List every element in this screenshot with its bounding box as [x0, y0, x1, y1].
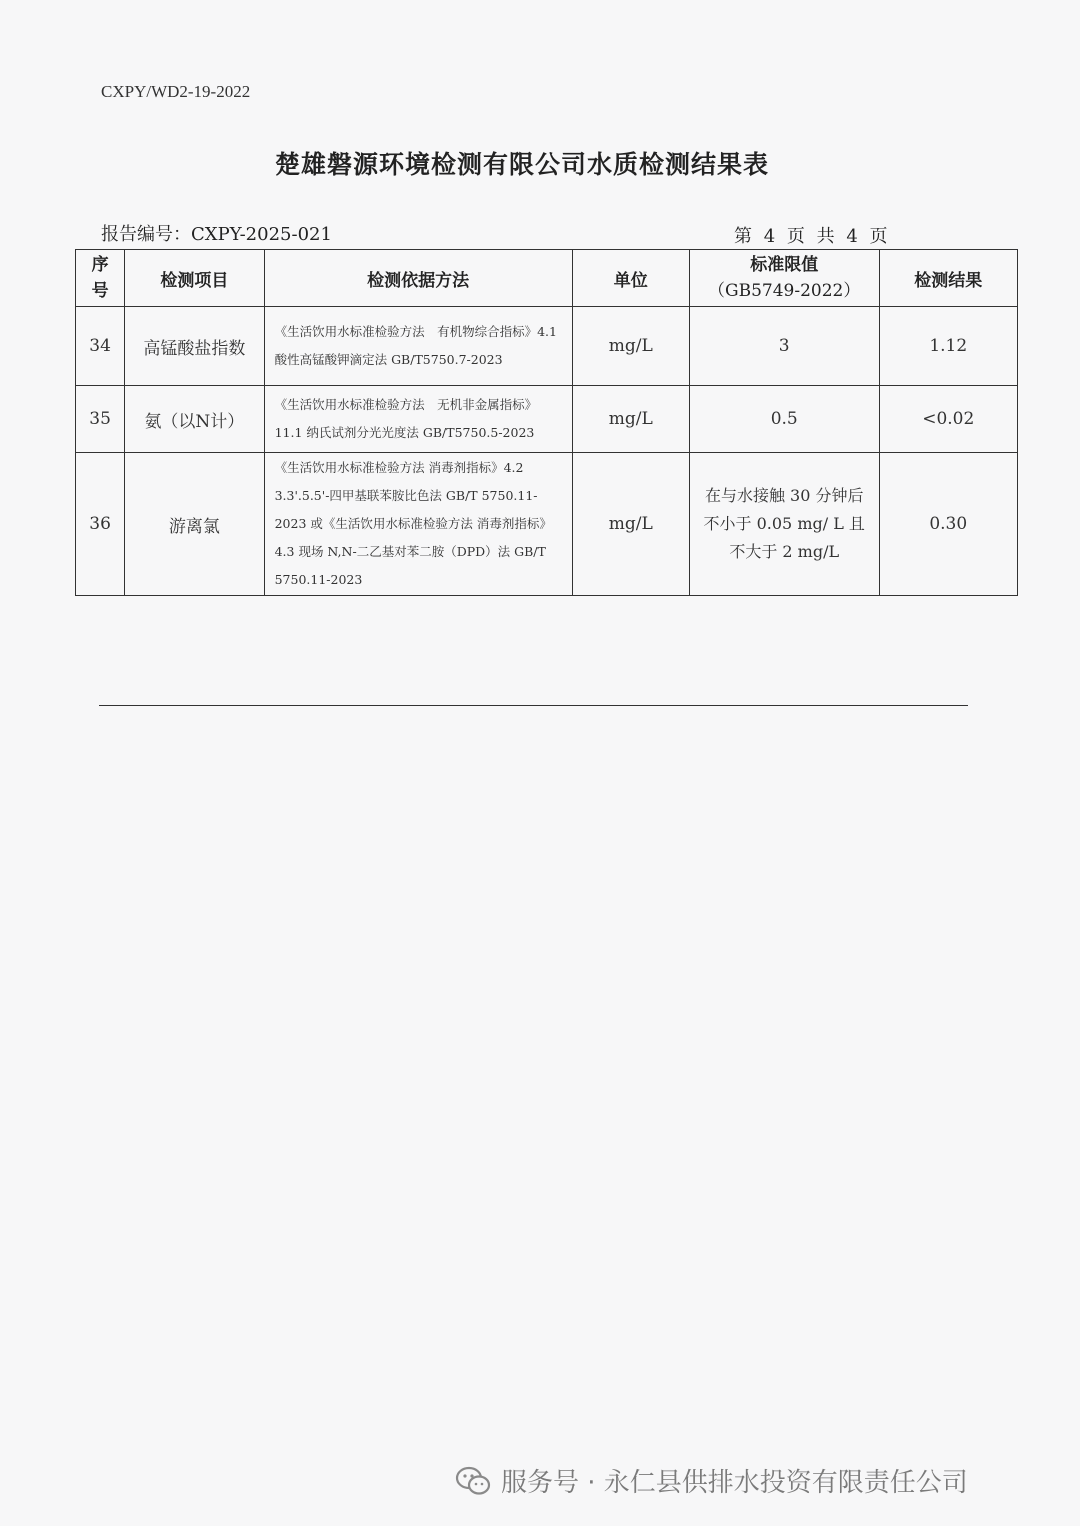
header-method: 检测依据方法	[264, 250, 572, 307]
document-code: CXPY/WD2-19-2022	[101, 82, 251, 101]
table-row	[76, 386, 1018, 453]
row-method: 《生活饮用水标准检验方法 无机非金属指标》11.1 纳氏试剂分光光度法 GB/T5750.5-2023	[264, 386, 572, 453]
row-item: 高锰酸盐指数	[125, 307, 264, 386]
watermark-text: 服务号 · 永仁县供排水投资有限责任公司	[501, 1468, 968, 1498]
end-divider	[99, 705, 968, 706]
row-no: 34	[76, 307, 125, 386]
row-item: 游离氯	[125, 453, 264, 596]
wechat-icon	[455, 1466, 491, 1496]
table-row	[76, 307, 1018, 386]
header-standard-line2: （GB5749-2022）	[708, 281, 861, 301]
header-standard	[689, 250, 879, 307]
row-no: 36	[76, 453, 125, 596]
header-item: 检测项目	[125, 250, 264, 307]
page-title: 楚雄磐源环境检测有限公司水质检测结果表	[274, 150, 769, 179]
row-standard-text: 在与水接触 30 分钟后不小于 0.05 mg/ L 且不大于 2 mg/L	[703, 486, 865, 561]
header-unit: 单位	[572, 250, 689, 307]
row-standard: 3	[689, 307, 879, 386]
row-standard: 0.5	[689, 386, 879, 453]
table-header-row	[76, 250, 1018, 307]
row-result: 1.12	[879, 307, 1017, 386]
row-method: 《生活饮用水标准检验方法 消毒剂指标》4.2 3.3'.5.5'-四甲基联苯胺比色法 GB/T 5750.11-2023 或《生活饮用水标准检验方法 消毒剂指标》4.3 现场 N,N-二乙基对苯二胺（DPD）法 GB/T 5750.11-2023	[264, 453, 572, 596]
header-no: 序号	[76, 250, 125, 307]
header-result: 检测结果	[879, 250, 1017, 307]
results-table	[75, 249, 1018, 596]
report-number: 报告编号：CXPY-2025-021	[101, 224, 332, 245]
watermark	[455, 1462, 968, 1499]
row-result: 0.30	[879, 453, 1017, 596]
row-unit: mg/L	[572, 307, 689, 386]
row-result: <0.02	[879, 386, 1017, 453]
row-no: 35	[76, 386, 125, 453]
row-unit: mg/L	[572, 386, 689, 453]
row-item: 氨（以N计）	[125, 386, 264, 453]
table-row	[76, 453, 1018, 596]
row-unit: mg/L	[572, 453, 689, 596]
header-standard-line1: 标准限值	[750, 255, 819, 275]
page-info: 第 4 页 共 4 页	[734, 226, 888, 247]
row-standard	[689, 453, 879, 596]
row-method: 《生活饮用水标准检验方法 有机物综合指标》4.1 酸性高锰酸钾滴定法 GB/T5750.7-2023	[264, 307, 572, 386]
